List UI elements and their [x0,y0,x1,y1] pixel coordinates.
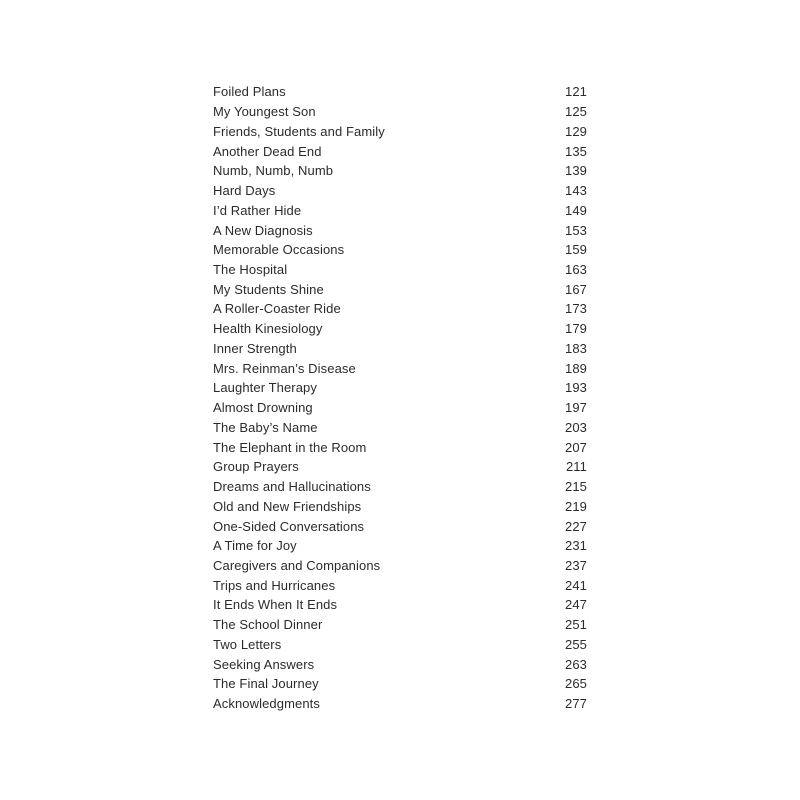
toc-entry [213,181,587,201]
toc-entry [213,339,587,359]
toc-entry-page-number: 203 [565,419,587,435]
toc-entry-page-number: 173 [565,301,587,317]
toc-entry [213,635,587,655]
toc-entry-title: Laughter Therapy [213,380,317,396]
toc-entry-title: The Elephant in the Room [213,439,367,455]
toc-entry [213,654,587,674]
toc-entry-title: Inner Strength [213,340,297,356]
toc-entry-title: A Roller-Coaster Ride [213,301,341,317]
toc-entry-page-number: 241 [565,577,587,593]
toc-entry-page-number: 159 [565,242,587,258]
toc-entry-page-number: 251 [565,617,587,633]
toc-entry-title: Old and New Friendships [213,498,362,514]
toc-entry [213,279,587,299]
toc-entry-title: Seeking Answers [213,656,315,672]
toc-entry-title: Acknowledgments [213,696,320,712]
toc-entry-page-number: 179 [565,321,587,337]
toc-entry [213,674,587,694]
toc-entry-page-number: 143 [565,183,587,199]
toc-entry-title: Caregivers and Companions [213,557,381,573]
toc-entry-page-number: 215 [565,479,587,495]
toc-entry-page-number: 255 [565,636,587,652]
toc-entry [213,457,587,477]
toc-entry-page-number: 135 [565,143,587,159]
toc-entry-title: Almost Drowning [213,400,313,416]
toc-entry [213,536,587,556]
toc-entry [213,398,587,418]
toc-entry [213,102,587,122]
table-of-contents [213,82,587,714]
toc-entry [213,299,587,319]
toc-entry-title: It Ends When It Ends [213,597,338,613]
toc-entry [213,161,587,181]
toc-entry-title: Mrs. Reinman’s Disease [213,360,356,376]
toc-entry-page-number: 153 [565,222,587,238]
toc-entry-title: Foiled Plans [213,84,286,100]
toc-entry-title: A Time for Joy [213,538,297,554]
toc-entry-page-number: 193 [565,380,587,396]
toc-entry-title: One-Sided Conversations [213,518,365,534]
toc-entry-page-number: 265 [565,676,587,692]
toc-entry [213,417,587,437]
toc-entry-page-number: 207 [565,439,587,455]
toc-entry [213,516,587,536]
toc-entry-page-number: 211 [565,459,587,475]
toc-entry [213,358,587,378]
toc-entry-page-number: 183 [565,340,587,356]
toc-entry-title: I’d Rather Hide [213,202,302,218]
toc-entry-title: Another Dead End [213,143,322,159]
toc-entry-title: Dreams and Hallucinations [213,479,371,495]
toc-entry-title: Health Kinesiology [213,321,323,337]
toc-entry [213,121,587,141]
toc-entry-page-number: 231 [565,538,587,554]
toc-entry-page-number: 219 [565,498,587,514]
toc-entry-page-number: 167 [565,281,587,297]
toc-entry [213,141,587,161]
toc-entry-page-number: 277 [565,696,587,712]
toc-entry [213,615,587,635]
toc-entry-title: Group Prayers [213,459,299,475]
toc-entry-title: Trips and Hurricanes [213,577,336,593]
toc-entry-page-number: 247 [565,597,587,613]
toc-entry-page-number: 237 [565,557,587,573]
toc-entry-title: The Baby’s Name [213,419,318,435]
toc-entry [213,694,587,714]
toc-entry [213,220,587,240]
toc-entry-title: Memorable Occasions [213,242,345,258]
toc-entry-title: Friends, Students and Family [213,123,385,139]
toc-entry [213,437,587,457]
toc-entry-title: My Youngest Son [213,104,316,120]
toc-entry [213,240,587,260]
toc-entry [213,82,587,102]
toc-entry-page-number: 197 [565,400,587,416]
toc-entry-title: A New Diagnosis [213,222,313,238]
toc-entry-title: The School Dinner [213,617,323,633]
toc-entry [213,595,587,615]
toc-entry-page-number: 125 [565,104,587,120]
toc-entry [213,260,587,280]
toc-entry-title: Two Letters [213,636,282,652]
toc-entry-page-number: 129 [565,123,587,139]
toc-entry-title: The Hospital [213,261,288,277]
toc-entry [213,575,587,595]
toc-entry-page-number: 149 [565,202,587,218]
toc-entry [213,496,587,516]
toc-entry-title: Hard Days [213,183,276,199]
toc-entry [213,556,587,576]
toc-entry-page-number: 189 [565,360,587,376]
toc-entry [213,200,587,220]
toc-entry-page-number: 121 [565,84,587,100]
toc-entry [213,319,587,339]
toc-entry-page-number: 163 [565,261,587,277]
toc-entry-page-number: 227 [565,518,587,534]
toc-entry-page-number: 139 [565,163,587,179]
toc-entry-title: Numb, Numb, Numb [213,163,334,179]
toc-entry-page-number: 263 [565,656,587,672]
toc-entry [213,477,587,497]
toc-entry-title: My Students Shine [213,281,324,297]
toc-entry [213,378,587,398]
toc-entry-title: The Final Journey [213,676,319,692]
